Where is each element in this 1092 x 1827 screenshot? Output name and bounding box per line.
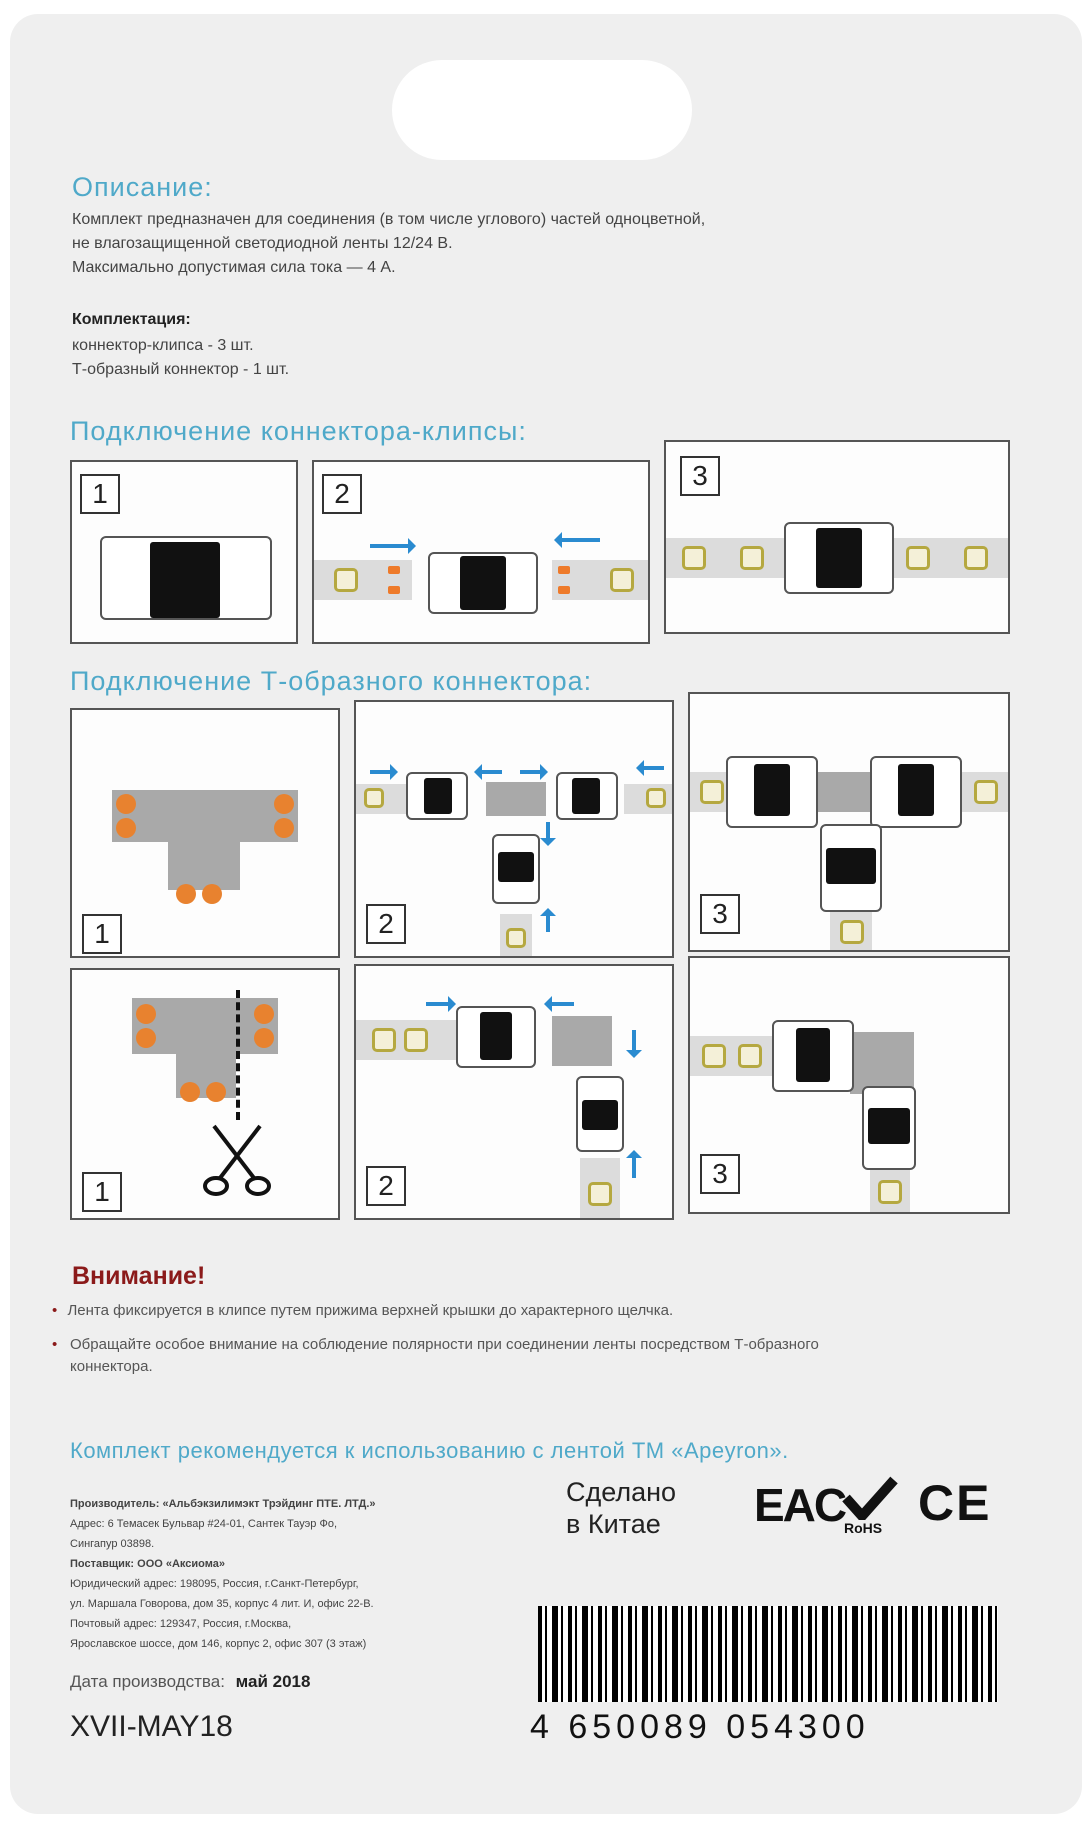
manufacturer-info [70,1494,520,1654]
eac-icon: EAC [754,1479,846,1531]
clip-cover [480,1012,512,1060]
led-chip [506,928,526,948]
led-chip [334,568,358,592]
t-section-heading: Подключение Т-образного коннектора: [70,666,593,696]
arrow-right-icon [426,1002,450,1006]
clip-cover [424,778,452,814]
led-chip [840,920,864,944]
contact-pad [136,1004,156,1024]
step-number: 1 [82,1172,122,1212]
contact-pad [116,794,136,814]
clip-cover [582,1100,618,1130]
clip-cover [826,848,876,884]
led-chip [738,1044,762,1068]
scissors-icon [202,1120,272,1200]
kit-list [72,334,289,382]
clip-cover [572,778,600,814]
description-line: Максимально допустимая сила тока — 4 А. [72,259,396,276]
rohs-icon [840,1476,900,1542]
contact-pad [274,818,294,838]
manufacturer-line: Сингапур 03898. [70,1538,155,1550]
clip-step-2-panel [312,460,650,644]
arrow-left-icon [480,770,502,774]
manufacturer-line: Адрес: 6 Темасек Бульвар #24-01, Сантек Тауэр Фо, [70,1518,338,1530]
production-value: май 2018 [235,1672,311,1691]
led-chip [878,1180,902,1204]
contact-pad [180,1082,200,1102]
led-chip [364,788,384,808]
recommendation-text: Комплект рекомендуется к использованию с лентой ТМ «Apeyron». [70,1438,789,1463]
production-code: XVII-MAY18 [70,1710,233,1743]
step-number: 1 [80,474,120,514]
arrow-right-icon [370,544,410,548]
manufacturer-line: Поставщик: ООО «Аксиома» [70,1558,225,1570]
warning-text: Лента фиксируется в клипсе путем прижима верхней крышки до характерного щелчка. [67,1302,674,1319]
clip-cover [816,528,862,588]
arrow-left-icon [642,766,664,770]
t-step-3-panel [688,692,1010,952]
manufacturer-line: Ярославское шоссе, дом 146, корпус 2, офис 307 (3 этаж) [70,1638,367,1650]
led-chip [974,780,998,804]
t-connector-stem [168,840,240,890]
led-chip [682,546,706,570]
step-number: 1 [82,914,122,954]
contact-pad [176,884,196,904]
t-cut-step-2-panel [354,964,674,1220]
warning-text: Обращайте особое внимание на соблюдение полярности при соединении ленты посредством Т-образного коннектора. [70,1336,819,1375]
led-chip [588,1182,612,1206]
warning-bullet-2 [52,1334,872,1378]
led-chip [404,1028,428,1052]
led-chip [702,1044,726,1068]
led-chip [906,546,930,570]
made-in-line: Сделано [566,1477,677,1507]
t-connector-top [112,790,298,842]
contact-pad [136,1028,156,1048]
arrow-left-icon [550,1002,574,1006]
step-number: 3 [680,456,720,496]
contact-pad [206,1082,226,1102]
led-chip [610,568,634,592]
contact-pad [254,1004,274,1024]
led-chip [740,546,764,570]
production-date [70,1672,310,1692]
step-number: 2 [366,1166,406,1206]
description-text [72,208,1012,280]
barcode-number: 4 650089 054300 [530,1708,1010,1747]
checkmark-icon [840,1476,900,1520]
led-chip [372,1028,396,1052]
t-connector-corner [850,1032,914,1094]
step-number: 2 [366,904,406,944]
kit-item: коннектор-клипса - 3 шт. [72,337,254,354]
arrow-down-icon [632,1030,636,1052]
contact-pad [558,566,570,574]
bullet-dot-icon: • [52,1302,58,1319]
clip-cover [150,542,220,618]
kit-item: Т-образный коннектор - 1 шт. [72,361,290,378]
made-in-line: в Китае [566,1509,661,1539]
manufacturer-line: Почтовый адрес: 129347, Россия, г.Москва, [70,1618,292,1630]
clip-cover [498,852,534,882]
t-cut-step-1-panel [70,968,340,1220]
rohs-label: RoHS [844,1520,883,1536]
description-line: не влагозащищенной светодиодной ленты 12/24 В. [72,235,453,252]
arrow-down-icon [546,822,550,840]
clip-section-heading: Подключение коннектора-клипсы: [70,416,527,446]
arrow-up-icon [632,1156,636,1178]
clip-cover [796,1028,830,1082]
contact-pad [388,586,400,594]
kit-heading: Комплектация: [72,311,191,328]
clip-cover [868,1108,910,1144]
arrow-left-icon [560,538,600,542]
barcode [538,1606,998,1702]
warning-heading: Внимание! [72,1262,206,1290]
arrow-right-icon [520,770,542,774]
t-cut-step-3-panel [688,956,1010,1214]
t-connector [814,772,874,812]
clip-cover [460,556,506,610]
led-chip [964,546,988,570]
hang-hole [392,60,692,160]
contact-pad [116,818,136,838]
description-heading: Описание: [72,172,213,202]
contact-pad [274,794,294,814]
manufacturer-line: ул. Маршала Говорова, дом 35, корпус 4 лит. И, офис 22-В. [70,1598,374,1610]
contact-pad [388,566,400,574]
led-chip [646,788,666,808]
t-connector [486,782,546,816]
t-step-1-panel [70,708,340,958]
step-number: 3 [700,894,740,934]
manufacturer-line: Юридический адрес: 198095, Россия, г.Санкт-Петербург, [70,1578,359,1590]
warning-bullet-1 [52,1300,972,1322]
step-number: 3 [700,1154,740,1194]
t-connector-corner [552,1016,612,1066]
bullet-dot-icon: • [52,1336,58,1353]
contact-pad [558,586,570,594]
clip-step-3-panel [664,440,1010,634]
manufacturer-line: Производитель: «Альбэкзилимэкт Трэйдинг ПТЕ. ЛТД.» [70,1498,376,1510]
contact-pad [202,884,222,904]
led-chip [700,780,724,804]
contact-pad [254,1028,274,1048]
description-line: Комплект предназначен для соединения (в том числе углового) частей одноцветной, [72,211,706,228]
production-label: Дата производства: [70,1672,225,1691]
clip-cover [898,764,934,816]
clip-step-1-panel [70,460,298,644]
made-in-label [566,1476,676,1540]
cut-line [236,990,240,1120]
t-step-2-panel [354,700,674,958]
arrow-up-icon [546,914,550,932]
clip-cover [754,764,790,816]
arrow-right-icon [370,770,392,774]
ce-icon: CE [918,1475,992,1531]
step-number: 2 [322,474,362,514]
